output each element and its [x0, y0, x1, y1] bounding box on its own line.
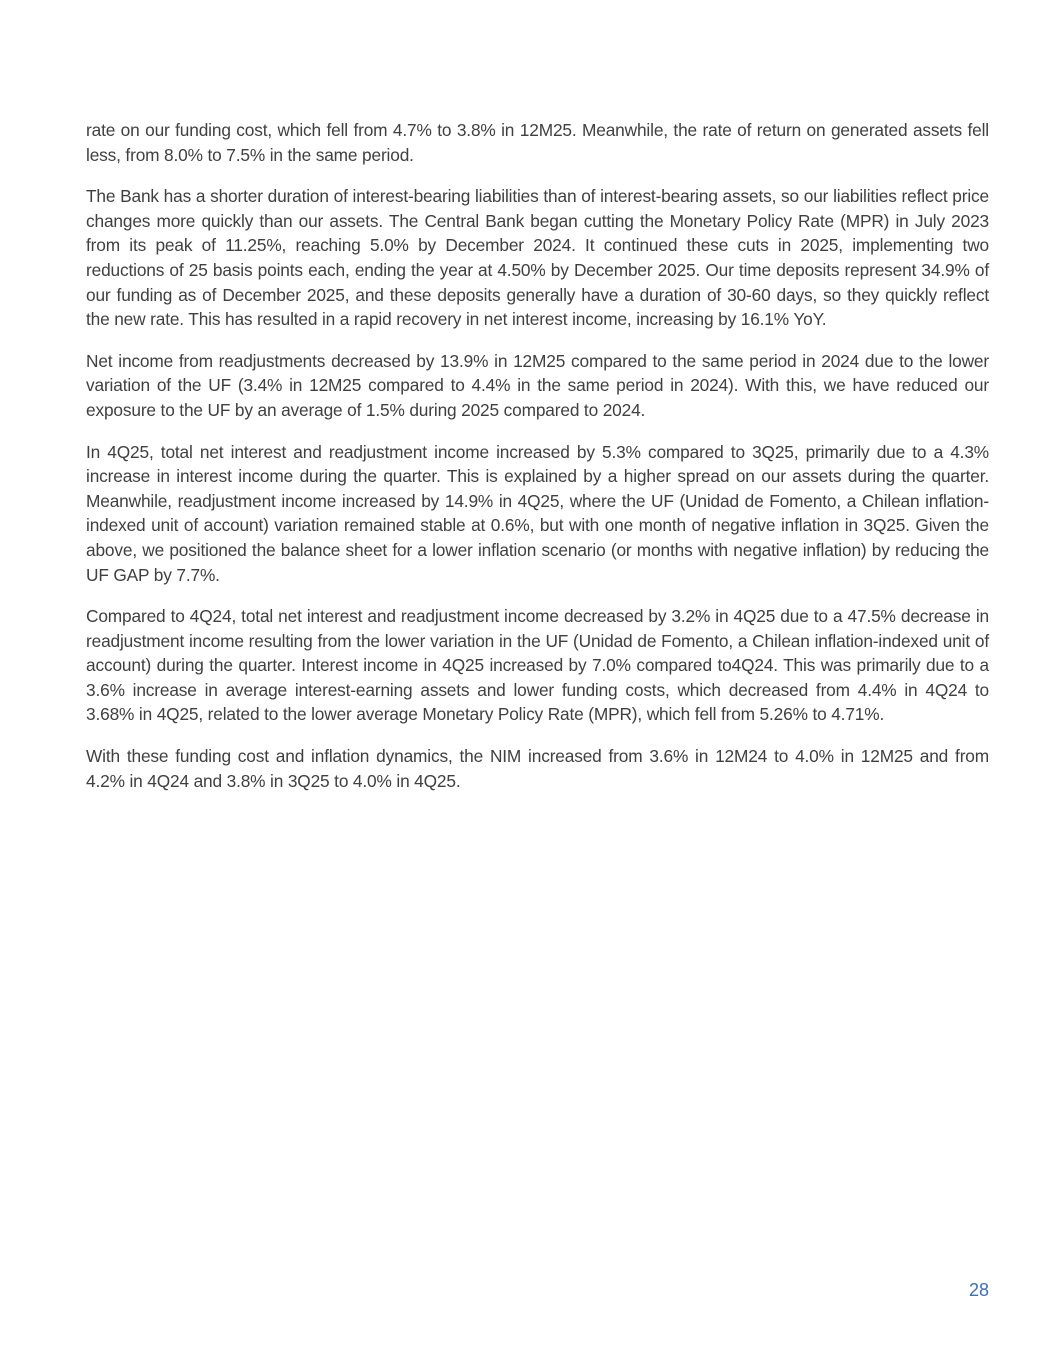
paragraph-duration-mpr: The Bank has a shorter duration of interest-bearing liabilities than of interest-bearing assets, so our liabilities reflect price changes more quickly than our assets. The Central Bank began cutting the Monetary Policy Rate (MPR) in July 2023 from its peak of 11.25%, reaching 5.0% by December 2024. It continued these cuts in 2025, implementing two reductions of 25 basis points each, ending the year at 4.50% by December 2025. Our time deposits represent 34.9% of our funding as of December 2025, and these deposits generally have a duration of 30-60 days, so they quickly reflect the new rate. This has resulted in a rapid recovery in net interest income, increasing by 16.1% YoY. — [86, 186, 989, 330]
paragraph-4q25-vs-4q24: Compared to 4Q24, total net interest and readjustment income decreased by 3.2% in 4Q25 due to a 47.5% decrease in readjustment income resulting from the lower variation in the UF (Unidad de Fomento, a Chilean inflation-indexed unit of account) during the quarter. Interest income in 4Q25 increased by 7.0% compared to4Q24. This was primarily due to a 3.6% increase in average interest-earning assets and lower funding costs, which decreased from 4.4% in 4Q24 to 3.68% in 4Q25, related to the lower average Monetary Policy Rate (MPR), which fell from 5.26% to 4.71%. — [86, 606, 989, 725]
paragraph-4q25-vs-3q25: In 4Q25, total net interest and readjustment income increased by 5.3% compared to 3Q25, primarily due to a 4.3% increase in interest income during the quarter. This is explained by a higher spread on our assets during the quarter. Meanwhile, readjustment income increased by 14.9% in 4Q25, where the UF (Unidad de Fomento, a Chilean inflation-indexed unit of account) variation remained stable at 0.6%, but with one month of negative inflation in 3Q25. Given the above, we positioned the balance sheet for a lower inflation scenario (or months with negative inflation) by reducing the UF GAP by 7.7%. — [86, 441, 989, 585]
paragraph-nim: With these funding cost and inflation dynamics, the NIM increased from 3.6% in 12M24 to 4.0% in 12M25 and from 4.2% in 4Q24 and 3.8% in 3Q25 to 4.0% in 4Q25. — [86, 746, 989, 791]
paragraph-readjustments: Net income from readjustments decreased by 13.9% in 12M25 compared to the same period in 2024 due to the lower variation of the UF (3.4% in 12M25 compared to 4.4% in the same period in 2024). With this, we have reduced our exposure to the UF by an average of 1.5% during 2025 compared to 2024. — [86, 350, 989, 420]
paragraph-funding-cost: rate on our funding cost, which fell from 4.7% to 3.8% in 12M25. Meanwhile, the rate of return on generated assets fell less, from 8.0% to 7.5% in the same period. — [86, 120, 989, 165]
page-number: 28 — [968, 1280, 989, 1300]
document-body — [86, 118, 989, 810]
